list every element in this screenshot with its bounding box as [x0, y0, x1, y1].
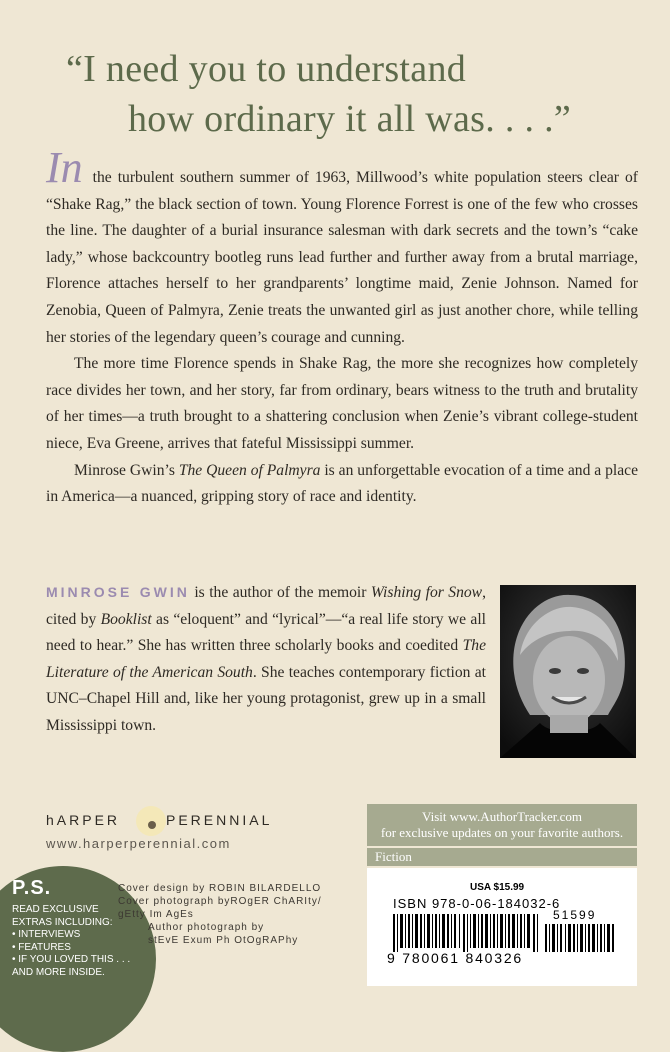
bio-text-1: is the author of the memoir: [189, 584, 371, 601]
author-photo: [500, 585, 636, 758]
ps-title: P.S.: [12, 877, 52, 899]
quote-line-2: how ordinary it all was. . . .”: [128, 98, 572, 140]
bio-text-3: as “eloquent” and “lyrical”—“a real life story we all need to hear.” She has written three scholarly books and coedited: [46, 610, 486, 655]
credit-line: stEvE Exum Ph OtOgRAPhy: [148, 935, 299, 946]
memoir-title: Wishing for Snow: [370, 584, 483, 601]
credit-line: Author photograph by: [148, 922, 265, 933]
quote-line-1: “I need you to understand: [66, 48, 467, 90]
ps-line: EXTRAS INCLUDING:: [12, 916, 113, 928]
ps-badge-text: [12, 876, 132, 979]
author-bio: [46, 579, 486, 740]
ps-line: READ EXCLUSIVE: [12, 904, 99, 915]
description-p3-a: Minrose Gwin’s: [74, 461, 179, 479]
booklist-name: Booklist: [100, 610, 152, 628]
bio-text-4: . She teaches contemporary fiction at UNC–Chapel Hill and, like her young protagonist, grew up in a small Mississippi town.: [46, 663, 486, 734]
credit-line: gEtty Im AgEs: [118, 909, 194, 920]
publisher-website: www.harperperennial.com: [46, 836, 231, 851]
ps-line: • IF YOU LOVED THIS . . .: [12, 954, 131, 965]
description-paragraph-3: [46, 458, 638, 511]
description-paragraph-2: The more time Florence spends in Shake Rag, the more she recognizes how completely race divides her town, and her story, far from ordinary, bears witness to the truth and brutality of her times—a truth brought to a shattering conclusion when Zenie’s vibrant college-student niece, Eva Greene, arrives that fateful Mississippi summer.: [46, 355, 638, 452]
description-paragraph-1-text: the turbulent southern summer of 1963, Millwood’s white population steers clear of “Shake Rag,” the black section of town. Young Florence Forrest is one of the few who crosses the line. The daughter of a burial insurance salesman with dark secrets and the town’s “cake lady,” whose backcountry bootleg runs lead further and further away from a brutal marriage, Florence attaches herself to her grandparents’ longtime maid, Zenie Johnson. Named for Zenobia, Queen of Palmyra, Zenie treats the unwanted girl as just another chore, while telling her stories of the legendary queen’s courage and cunning.: [46, 169, 638, 346]
isbn: ISBN 978-0-06-184032-6: [393, 896, 561, 911]
credit-line: Cover photograph byROgER ChARIty/: [118, 896, 322, 907]
credit-line: Cover design by ROBIN BILARDELLO: [118, 883, 322, 894]
ean-number: 9 780061 840326: [387, 950, 523, 966]
ps-line: AND MORE INSIDE.: [12, 966, 105, 978]
isbn-barcode: [393, 914, 539, 952]
publisher-logo-icon: [136, 806, 166, 836]
pull-quote: [66, 44, 626, 144]
publisher-name-right: PERENNIAL: [166, 812, 273, 828]
barcode-panel: [367, 868, 637, 986]
book-description: [46, 143, 638, 511]
category-label: Fiction: [367, 848, 637, 866]
tracker-line-2: for exclusive updates on your favorite authors.: [380, 825, 624, 840]
description-p3-b: is an unforgettable evocation of a time and a place in America—a nuanced, gripping story of race and identity.: [46, 461, 638, 506]
author-name: MINROSE GWIN: [46, 584, 190, 600]
cover-credits: [118, 882, 358, 947]
price: USA $15.99: [470, 882, 525, 893]
ps-line: • INTERVIEWS: [12, 929, 81, 940]
publisher-name-left: hARPER: [46, 812, 121, 828]
bio-text-2: , cited by: [46, 584, 486, 628]
price-code: 51599: [553, 908, 597, 922]
coedited-title: The Literature of the American South: [46, 637, 486, 681]
author-tracker-box: [367, 804, 637, 846]
book-title: The Queen of Palmyra: [178, 461, 321, 479]
publisher-logo: [46, 806, 346, 836]
drop-cap: In: [46, 143, 83, 192]
price-barcode: [545, 914, 615, 952]
ps-line: • FEATURES: [12, 941, 71, 953]
tracker-line-1: Visit www.AuthorTracker.com: [421, 809, 583, 824]
description-paragraph-1: [46, 143, 638, 351]
